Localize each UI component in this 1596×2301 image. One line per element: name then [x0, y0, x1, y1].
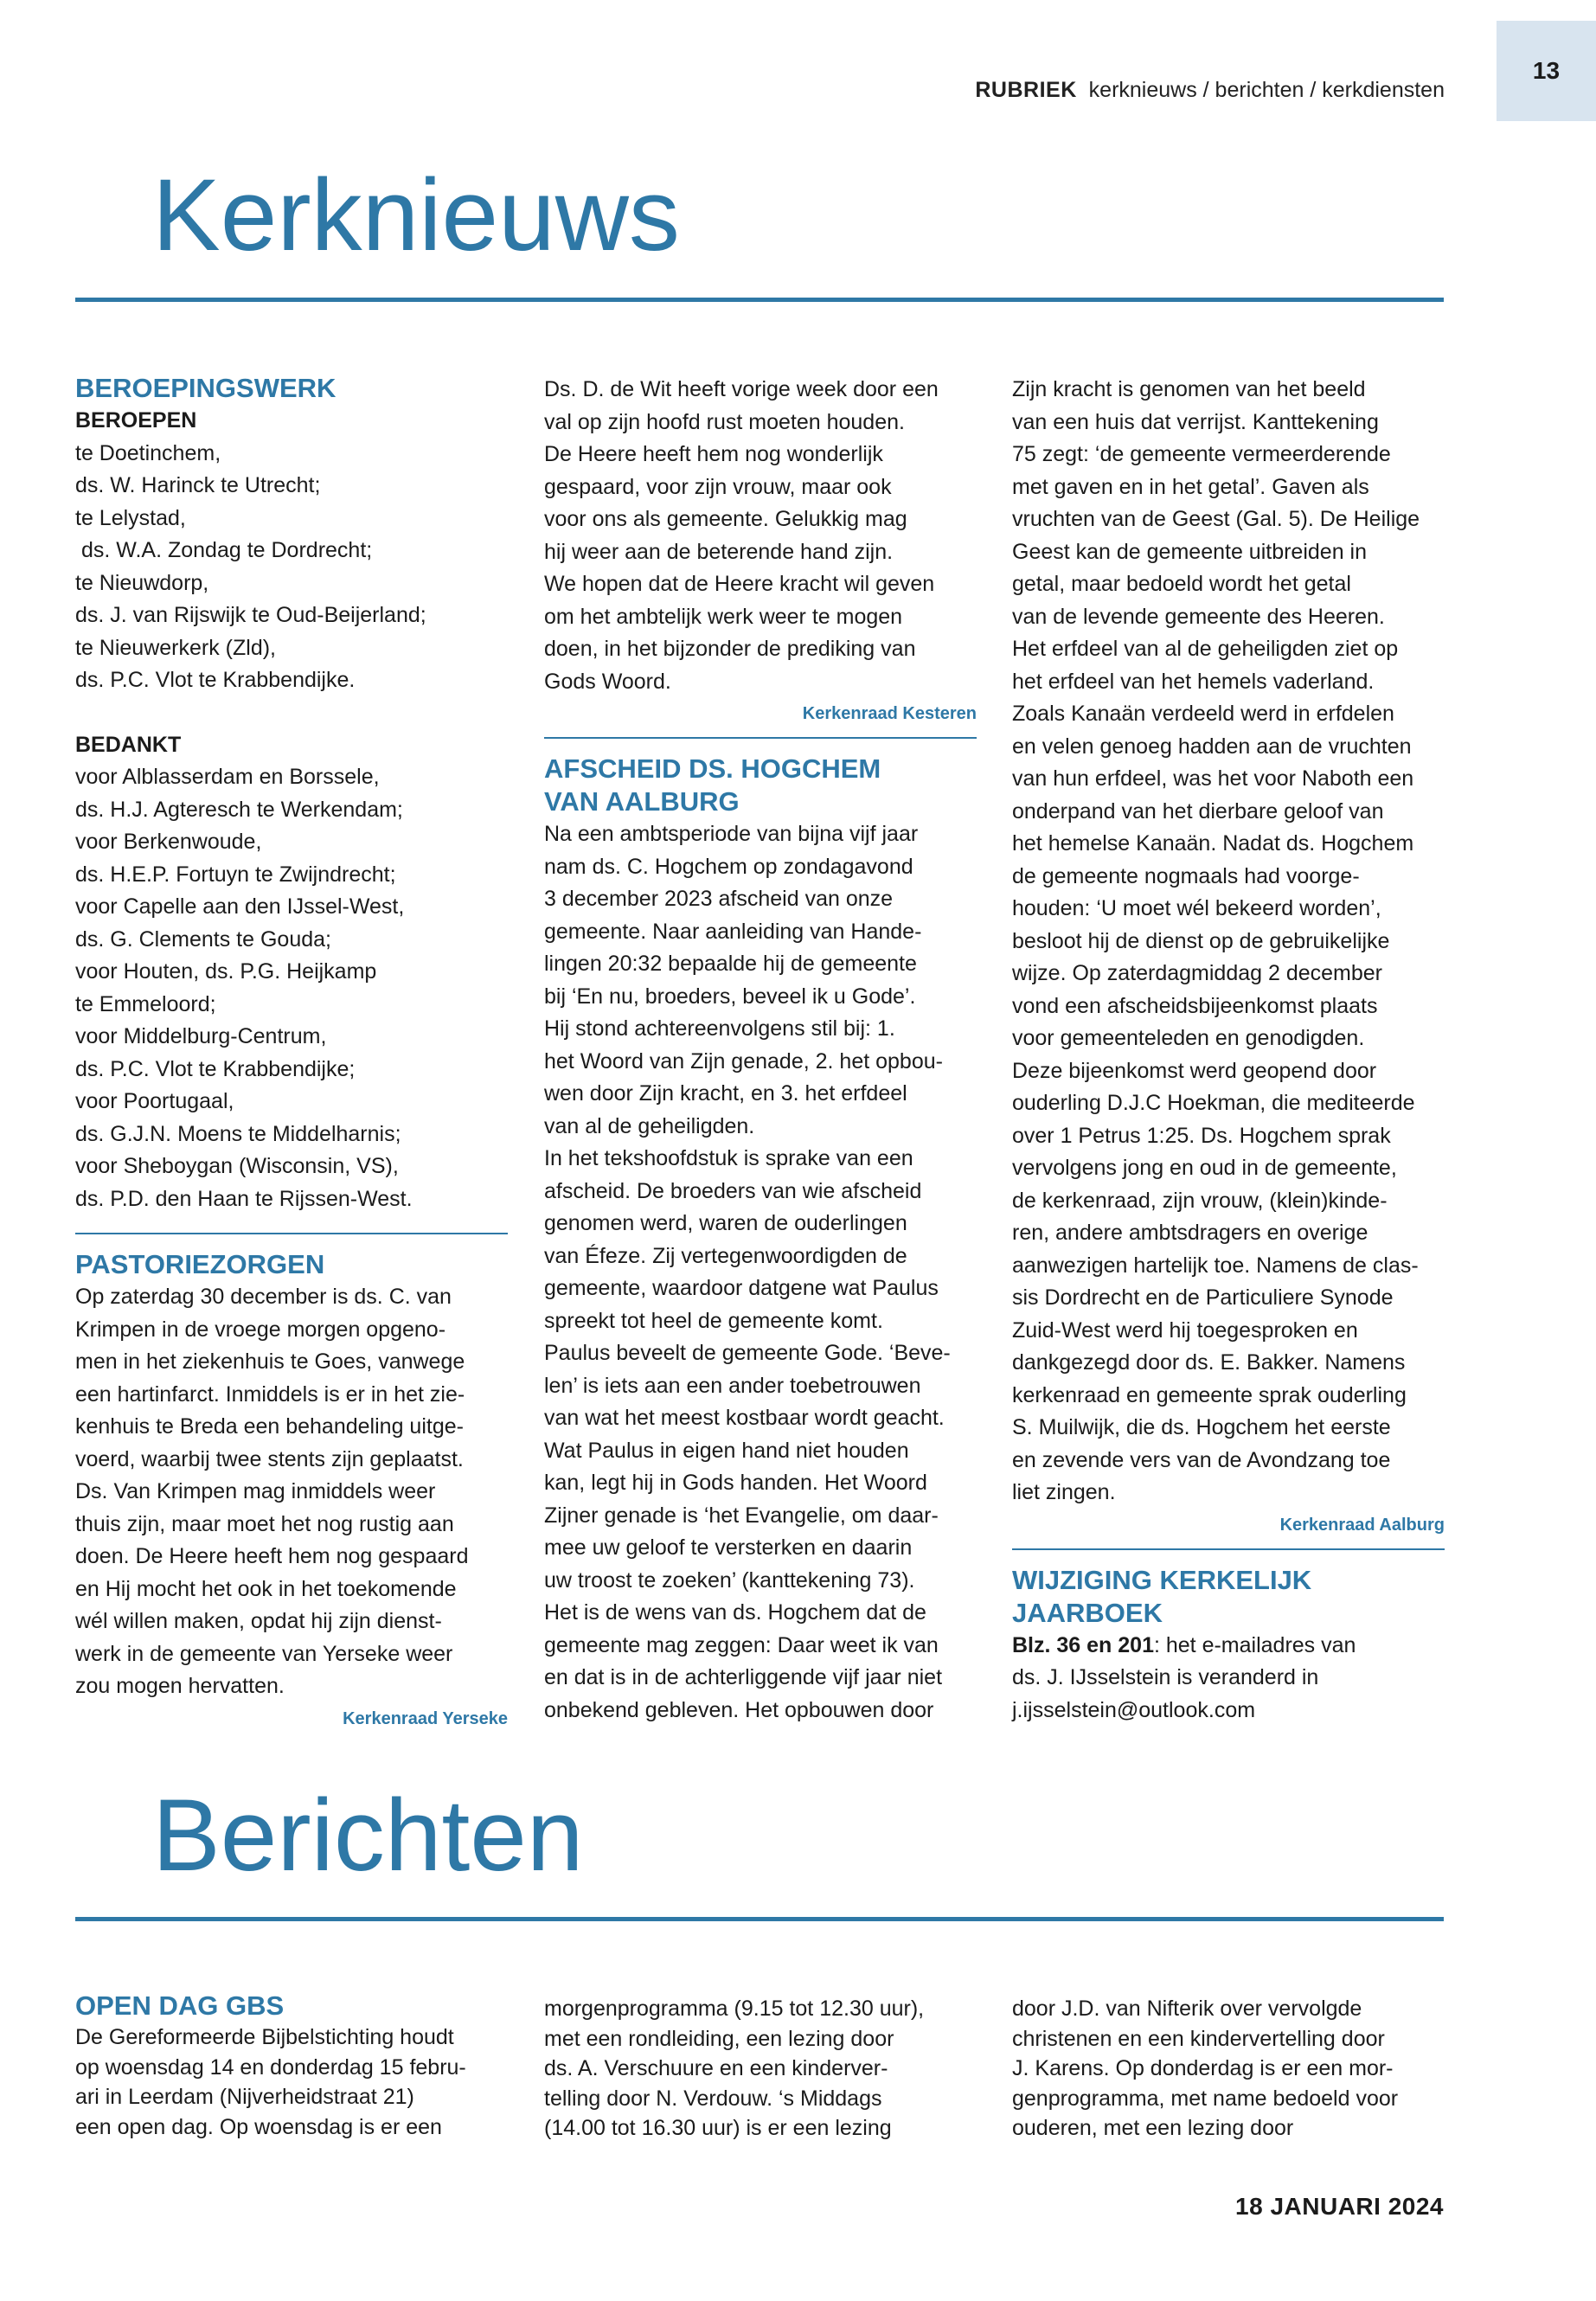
text-line: wijze. Op zaterdagmiddag 2 december [1012, 961, 1383, 985]
text-line: dankgezegd door ds. E. Bakker. Namens [1012, 1350, 1406, 1375]
text-line: In het tekshoofdstuk is sprake van een [544, 1146, 913, 1170]
issue-date: 18 JANUARI 2024 [1235, 2193, 1444, 2220]
text-line: op woensdag 14 en donderdag 15 febru- [75, 2054, 466, 2080]
wijziging-line-1-rest: : het e-mailadres van [1153, 1632, 1356, 1657]
text-line: een open dag. Op woensdag is er een [75, 2114, 442, 2139]
text-line: met gaven en in het getal’. Gaven als [1012, 474, 1369, 499]
wijziging-heading-line-2: JAARBOEK [1012, 1597, 1163, 1628]
text-line: voor gemeenteleden en genodigden. [1012, 1026, 1365, 1050]
text-line: Zijn kracht is genomen van het beeld [1012, 377, 1366, 401]
text-line: van de levende gemeente des Heeren. [1012, 604, 1385, 629]
text-line: Hij stond achtereenvolgens stil bij: 1. [544, 1016, 895, 1041]
list-item: voor Berkenwoude, [75, 830, 262, 854]
text-line: gespaard, voor zijn vrouw, maar ook [544, 474, 892, 499]
list-item: voor Poortugaal, [75, 1089, 234, 1113]
kerknieuws-rule [75, 298, 1444, 302]
rubric-label: RUBRIEK [975, 78, 1077, 102]
text-line: nam ds. C. Hogchem op zondagavond [544, 854, 913, 879]
wijziging-line-1 [1012, 1630, 1445, 1663]
text-line: van wat het meest kostbaar wordt geacht. [544, 1406, 945, 1430]
list-item: ds. H.E.P. Fortuyn te Zwijndrecht; [75, 862, 396, 887]
text-line: besloot hij de dienst op de gebruikelijke [1012, 928, 1390, 953]
text-line: Krimpen in de vroege morgen opgeno- [75, 1317, 446, 1342]
text-line: Gods Woord. [544, 669, 671, 694]
text-line: het hemelse Kanaän. Nadat ds. Hogchem [1012, 831, 1414, 856]
bedankt-subheading: BEDANKT [75, 732, 182, 757]
text-line: De Gereformeerde Bijbelstichting houdt [75, 2025, 454, 2049]
text-line: houden: ‘U moet wél bekeerd worden’, [1012, 896, 1381, 920]
text-line: het erfdeel van het hemels vaderland. [1012, 669, 1375, 694]
text-line: Wat Paulus in eigen hand niet houden [544, 1438, 909, 1463]
text-line: gemeente, waardoor datgene wat Paulus [544, 1276, 939, 1300]
list-item: voor Houten, ds. P.G. Heijkamp [75, 959, 377, 984]
text-line: onderpand van het dierbare geloof van [1012, 798, 1384, 824]
text-line: en velen genoeg hadden aan de vruchten [1012, 734, 1412, 759]
signature-kesteren: Kerkenraad Kesteren [802, 704, 977, 723]
text-line: doen. De Heere heeft hem nog gespaard [75, 1544, 469, 1568]
text-line: om het ambtelijk werk weer te mogen [544, 604, 903, 629]
text-line: de kerkenraad, zijn vrouw, (klein)kinde- [1012, 1188, 1388, 1213]
text-line: Ds. Van Krimpen mag inmiddels weer [75, 1479, 436, 1503]
text-line: onbekend gebleven. Het opbouwen door [544, 1697, 934, 1722]
text-line: kan, legt hij in Gods handen. Het Woord [544, 1471, 927, 1495]
berichten-title: Berichten [152, 1779, 584, 1893]
list-item: ds. W. Harinck te Utrecht; [75, 473, 321, 497]
text-line: len’ is iets aan een ander toebetrouwen [544, 1373, 921, 1398]
text-line: het Woord van Zijn genade, 2. het opbou- [544, 1048, 943, 1074]
text-line: S. Muilwijk, die ds. Hogchem het eerste [1012, 1415, 1391, 1439]
text-line: Deze bijeenkomst werd geopend door [1012, 1058, 1377, 1083]
signature-yerseke: Kerkenraad Yerseke [343, 1708, 508, 1728]
text-line: met een rondleiding, een lezing door [544, 2026, 894, 2051]
afscheid-heading-line-1: AFSCHEID DS. HOGCHEM [544, 753, 881, 784]
open-dag-heading: OPEN DAG GBS [75, 1990, 285, 2021]
text-line: val op zijn hoofd rust moeten houden. [544, 409, 905, 434]
list-item: voor Middelburg-Centrum, [75, 1024, 327, 1048]
text-line: van al de geheiligden. [544, 1113, 755, 1138]
text-line: ouderen, met een lezing door [1012, 2116, 1294, 2140]
text-line: en zevende vers van de Avondzang toe [1012, 1447, 1391, 1472]
text-line: morgenprogramma (9.15 tot 12.30 uur), [544, 1997, 925, 2021]
text-line: hij weer aan de beterende hand zijn. [544, 539, 894, 564]
list-item: ds. P.C. Vlot te Krabbendijke. [75, 668, 356, 692]
beroepen-list [75, 438, 508, 697]
text-line: De Heere heeft hem nog wonderlijk [544, 442, 883, 466]
berichten-column-2 [544, 1994, 977, 2144]
text-line: getal, maar bedoeld wordt het getal [1012, 572, 1351, 596]
list-item: voor Alblasserdam en Borssele, [75, 765, 380, 789]
text-line: vervolgens jong en oud in de gemeente, [1012, 1156, 1397, 1180]
kerknieuws-title: Kerknieuws [152, 158, 680, 272]
spacer [75, 697, 508, 729]
wijziging-line-2: ds. J. IJsselstein is veranderd in [1012, 1665, 1319, 1689]
afscheid-continued-body [1012, 374, 1445, 1509]
page-reference: Blz. 36 en 201 [1012, 1632, 1154, 1657]
text-line: kenhuis te Breda een behandeling uitge- [75, 1414, 464, 1439]
text-line: Het erfdeel van al de geheiligden ziet op [1012, 637, 1399, 661]
kerknieuws-column-1 [75, 372, 508, 1735]
text-line: lingen 20:32 bepaalde hij de gemeente [544, 952, 917, 976]
text-line: voor ons als gemeente. Gelukkig mag [544, 507, 907, 531]
list-item: ds. P.D. den Haan te Rijssen-West. [75, 1186, 413, 1211]
list-item: te Nieuwdorp, [75, 570, 209, 595]
text-line: men in het ziekenhuis te Goes, vanwege [75, 1349, 465, 1374]
text-line: Na een ambtsperiode van bijna vijf jaar [544, 822, 919, 846]
text-line: thuis zijn, maar moet het nog rustig aan [75, 1511, 454, 1536]
list-item: ds. G.J.N. Moens te Middelharnis; [75, 1121, 401, 1146]
text-line: Ds. D. de Wit heeft vorige week door een [544, 377, 939, 401]
section-divider [75, 1233, 508, 1234]
list-item: te Doetinchem, [75, 440, 221, 465]
text-line: een hartinfarct. Inmiddels is er in het zie- [75, 1381, 465, 1407]
text-line: Zuid-West werd hij toegesproken en [1012, 1317, 1358, 1343]
page-number: 13 [1532, 57, 1561, 84]
afscheid-heading-line-2: VAN AALBURG [544, 786, 740, 817]
beroepen-subheading: BEROEPEN [75, 408, 197, 433]
text-line: wél willen maken, opdat hij zijn dienst- [75, 1609, 442, 1633]
text-line: ds. A. Verschuure en een kinderver- [544, 2056, 888, 2080]
text-line: ren, andere ambtsdragers en overige [1012, 1221, 1368, 1245]
list-item: ds. J. van Rijswijk te Oud-Beijerland; [75, 603, 426, 627]
text-line: vruchten van de Geest (Gal. 5). De Heilige [1012, 507, 1420, 531]
berichten-rule [75, 1917, 1444, 1921]
kerknieuws-column-3 [1012, 374, 1445, 1727]
afscheid-body [544, 818, 977, 1727]
text-line: van een huis dat verrijst. Kanttekening [1012, 409, 1379, 434]
text-line: wen door Zijn kracht, en 3. het erfdeel [544, 1081, 907, 1106]
text-line: 3 december 2023 afscheid van onze [544, 887, 894, 911]
text-line: de gemeente nogmaals had voorge- [1012, 863, 1360, 888]
text-line: Geest kan de gemeente uitbreiden in [1012, 539, 1367, 564]
text-line: telling door N. Verdouw. ‘s Middags [544, 2086, 882, 2111]
text-line: gemeente. Naar aanleiding van Hande- [544, 919, 922, 944]
text-line: van hun erfdeel, was het voor Naboth een [1012, 766, 1414, 791]
text-line: van Éfeze. Zij vertegenwoordigden de [544, 1243, 907, 1268]
text-line: vond een afscheidsbijeenkomst plaats [1012, 993, 1378, 1018]
text-line: spreekt tot heel de gemeente komt. [544, 1308, 883, 1333]
text-line: werk in de gemeente van Yerseke weer [75, 1641, 453, 1666]
list-item: ds. H.J. Agteresch te Werkendam; [75, 797, 403, 822]
kerknieuws-column-2 [544, 374, 977, 1727]
text-line: Zoals Kanaän verdeeld werd in erfdelen [1012, 702, 1394, 726]
wijziging-heading-line-1: WIJZIGING KERKELIJK [1012, 1564, 1312, 1595]
text-line: genomen werd, waren de ouderlingen [544, 1211, 907, 1235]
text-line: J. Karens. Op donderdag is er een mor- [1012, 2056, 1394, 2080]
text-line: over 1 Petrus 1:25. Ds. Hogchem sprak [1012, 1123, 1391, 1148]
text-line: We hopen dat de Heere kracht wil geven [544, 572, 935, 596]
de-wit-body [544, 374, 977, 698]
text-line: sis Dordrecht en de Particuliere Synode [1012, 1285, 1394, 1310]
list-item: voor Capelle aan den IJssel-West, [75, 894, 405, 919]
text-line: ouderling D.J.C Hoekman, die mediteerde [1012, 1091, 1415, 1115]
list-item: ds. G. Clements te Gouda; [75, 926, 331, 952]
list-item: ds. P.C. Vlot te Krabbendijke; [75, 1056, 356, 1081]
text-line: 75 zegt: ‘de gemeente vermeerderende [1012, 442, 1391, 466]
text-line: mee uw geloof te versterken en daarin [544, 1535, 913, 1560]
berichten-column-3 [1012, 1994, 1445, 2144]
section-divider [544, 737, 977, 739]
text-line: voerd, waarbij twee stents zijn geplaatst. [75, 1446, 464, 1471]
text-line: Op zaterdag 30 december is ds. C. van [75, 1285, 452, 1309]
text-line: kerkenraad en gemeente sprak ouderling [1012, 1382, 1407, 1407]
beroepingswerk-heading: BEROEPINGSWERK [75, 373, 337, 403]
pastoriezorgen-body [75, 1281, 508, 1703]
text-line: Zijner genade is ‘het Evangelie, om daar- [544, 1503, 939, 1528]
text-line: genprogramma, met name bedoeld voor [1012, 2086, 1399, 2111]
text-line: gemeente mag zeggen: Daar weet ik van [544, 1632, 939, 1657]
text-line: zou mogen hervatten. [75, 1674, 285, 1698]
berichten-column-1 [75, 1990, 508, 2142]
text-line: christenen en een kindervertelling door [1012, 2026, 1385, 2051]
text-line: liet zingen. [1012, 1480, 1116, 1504]
text-line: door J.D. van Nifterik over vervolgde [1012, 1997, 1362, 2021]
signature-aalburg: Kerkenraad Aalburg [1279, 1515, 1445, 1535]
text-line: en dat is in de achterliggende vijf jaar niet [544, 1665, 943, 1689]
pastoriezorgen-heading: PASTORIEZORGEN [75, 1249, 325, 1279]
list-item: te Lelystad, [75, 505, 186, 530]
list-item: voor Sheboygan (Wisconsin, VS), [75, 1154, 399, 1178]
rubric-text: kerknieuws / berichten / kerkdiensten [1088, 78, 1445, 102]
email-address: j.ijsselstein@outlook.com [1012, 1697, 1256, 1722]
list-item: te Nieuwerkerk (Zld), [75, 635, 276, 660]
text-line: ari in Leerdam (Nijverheidstraat 21) [75, 2085, 414, 2109]
text-line: (14.00 tot 16.30 uur) is er een lezing [544, 2116, 892, 2140]
text-line: bij ‘En nu, broeders, beveel ik u Gode’. [544, 984, 916, 1009]
rubric-header [975, 78, 1445, 103]
text-line: Paulus beveelt de gemeente Gode. ‘Beve- [544, 1341, 951, 1365]
list-item: te Emmeloord; [75, 991, 216, 1016]
section-divider [1012, 1548, 1445, 1550]
text-line: doen, in het bijzonder de prediking van [544, 637, 916, 661]
text-line: uw troost te zoeken’ (kanttekening 73). [544, 1567, 915, 1593]
text-line: Het is de wens van ds. Hogchem dat de [544, 1600, 926, 1625]
bedankt-list [75, 761, 508, 1215]
text-line: en Hij mocht het ook in het toekomende [75, 1576, 457, 1601]
text-line: afscheid. De broeders van wie afscheid [544, 1178, 922, 1203]
page-number-tab [1497, 21, 1596, 121]
list-item: ds. W.A. Zondag te Dordrecht; [75, 538, 373, 562]
text-line: aanwezigen hartelijk toe. Namens de clas- [1012, 1253, 1419, 1278]
